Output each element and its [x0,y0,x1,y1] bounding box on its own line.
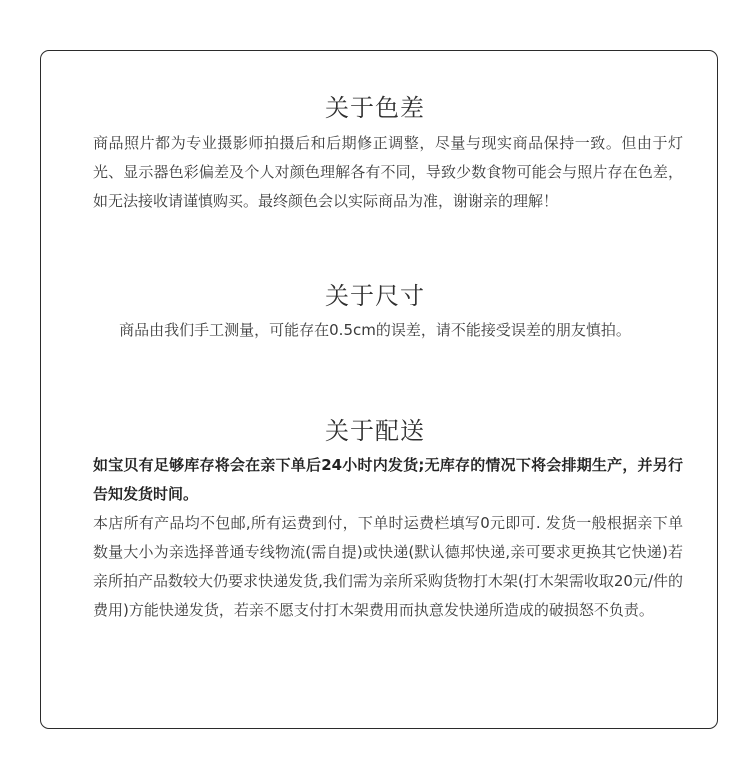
delivery-stock-notice: 如宝贝有足够库存将会在亲下单后24小时内发货;无库存的情况下将会排期生产，并另行告知发货时间。 [93,456,683,503]
size-section-title: 关于尺寸 [325,282,425,310]
delivery-section-title: 关于配送 [325,417,425,445]
size-section-text: 商品由我们手工测量，可能存在0.5cm的误差，请不能接受误差的朋友慎拍。 [119,321,631,339]
delivery-shipping-terms: 本店所有产品均不包邮,所有运费到付，下单时运费栏填写0元即可. 发货一般根据亲下单数量大小为亲选择普通专线物流(需自提)或快递(默认德邦快递,亲可要求更换其它快递)若亲所拍产品数较大仍要求快递发货,我们需为亲所采购货物打木架(打木架需收取20元/件的费用)方能快递发货，若亲不愿支付打木架费用而执意发快递所造成的破损怒不负责。 [93,514,683,619]
color-section-text: 商品照片都为专业摄影师拍摄后和后期修正调整，尽量与现实商品保持一致。但由于灯光、显示器色彩偏差及个人对颜色理解各有不同，导致少数食物可能会与照片存在色差，如无法接收请谨慎购买。最终颜色会以实际商品为准，谢谢亲的理解！ [93,134,683,210]
color-section-title: 关于色差 [325,94,425,122]
